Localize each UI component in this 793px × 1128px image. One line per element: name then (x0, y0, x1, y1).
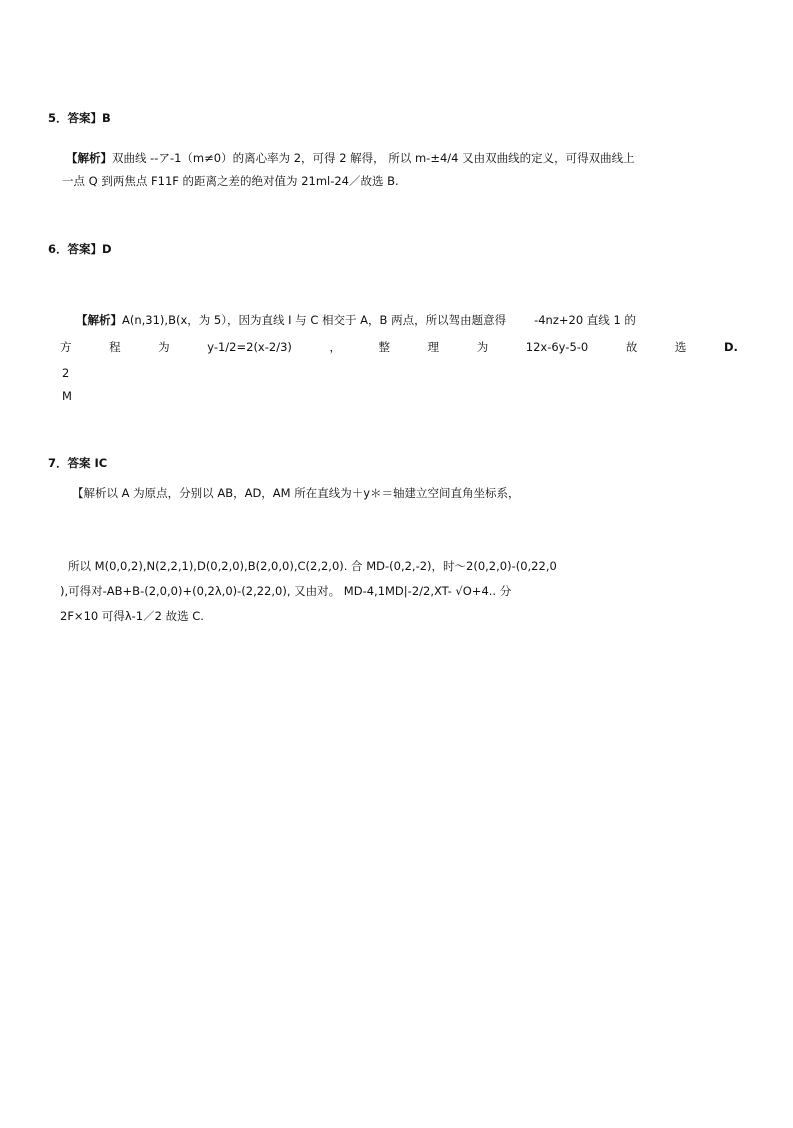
q6-answer: 6．答案】D (48, 242, 112, 256)
q6-analysis-line-2 (60, 339, 738, 355)
q7-answer: 7．答案 IC (48, 456, 108, 470)
q7-analysis-line-3: ),可得对-AB+B-(2,0,0)+(0,2λ,0)-(2,22,0), 又由对。 MD-4,1MD|-2/2,XT- √O+4.. 分 (60, 584, 512, 598)
q7-analysis-line-4: 2F×10 可得λ-1／2 故选 C. (60, 609, 204, 623)
analysis-text-tail: -4nz+20 直线 1 的 (534, 313, 636, 327)
q6-analysis-line-4: M (62, 389, 72, 403)
line-part: y-1/2=2(x-2/3) (207, 340, 292, 354)
line-part: 理 (427, 340, 440, 354)
analysis-label: 【解析】 (66, 151, 112, 165)
q6-analysis-line-3: 2 (62, 366, 70, 380)
analysis-label: 【解析】 (76, 313, 122, 327)
line-part: 为 (158, 340, 170, 354)
q5-answer: 5．答案】B (48, 111, 111, 125)
q7-analysis-line-2: 所以 M(0,0,2),N(2,2,1),D(0,2,0),B(2,0,0),C(2,2,0). 合 MD-(0,2,-2)，时～2(0,2,0)-(0,22,0 (68, 559, 557, 573)
line-part: 故 (625, 340, 638, 354)
line-part: 整 (378, 340, 391, 354)
line-part: ， (329, 340, 341, 354)
line-part: D. (723, 340, 738, 354)
analysis-text: 双曲线 --ア-1（m≠0）的离心率为 2，可得 2 解得， 所以 m-±4/4 又由双曲线的定义，可得双曲线上 (112, 151, 635, 165)
analysis-text: A(n,31),B(x，为 5），因为直线 I 与 C 相交于 A，B 两点，所以驾由题意得 (122, 313, 507, 327)
line-part: 为 (476, 340, 489, 354)
q6-analysis-line-1 (76, 312, 636, 328)
q5-analysis-line-1 (66, 150, 635, 166)
line-part: 方 (60, 340, 72, 354)
line-part: 选 (674, 340, 687, 354)
q5-analysis-line-2: 一点 Q 到两焦点 F11F 的距离之差的绝对值为 21ml-24／故选 B. (62, 174, 399, 188)
q7-analysis-line-1: 【解析以 A 为原点，分别以 AB，AD，AM 所在直线为＋y＊＝轴建立空间直角坐标系， (72, 486, 520, 500)
line-part: 12x-6y-5-0 (525, 340, 589, 354)
line-part: 程 (109, 340, 121, 354)
